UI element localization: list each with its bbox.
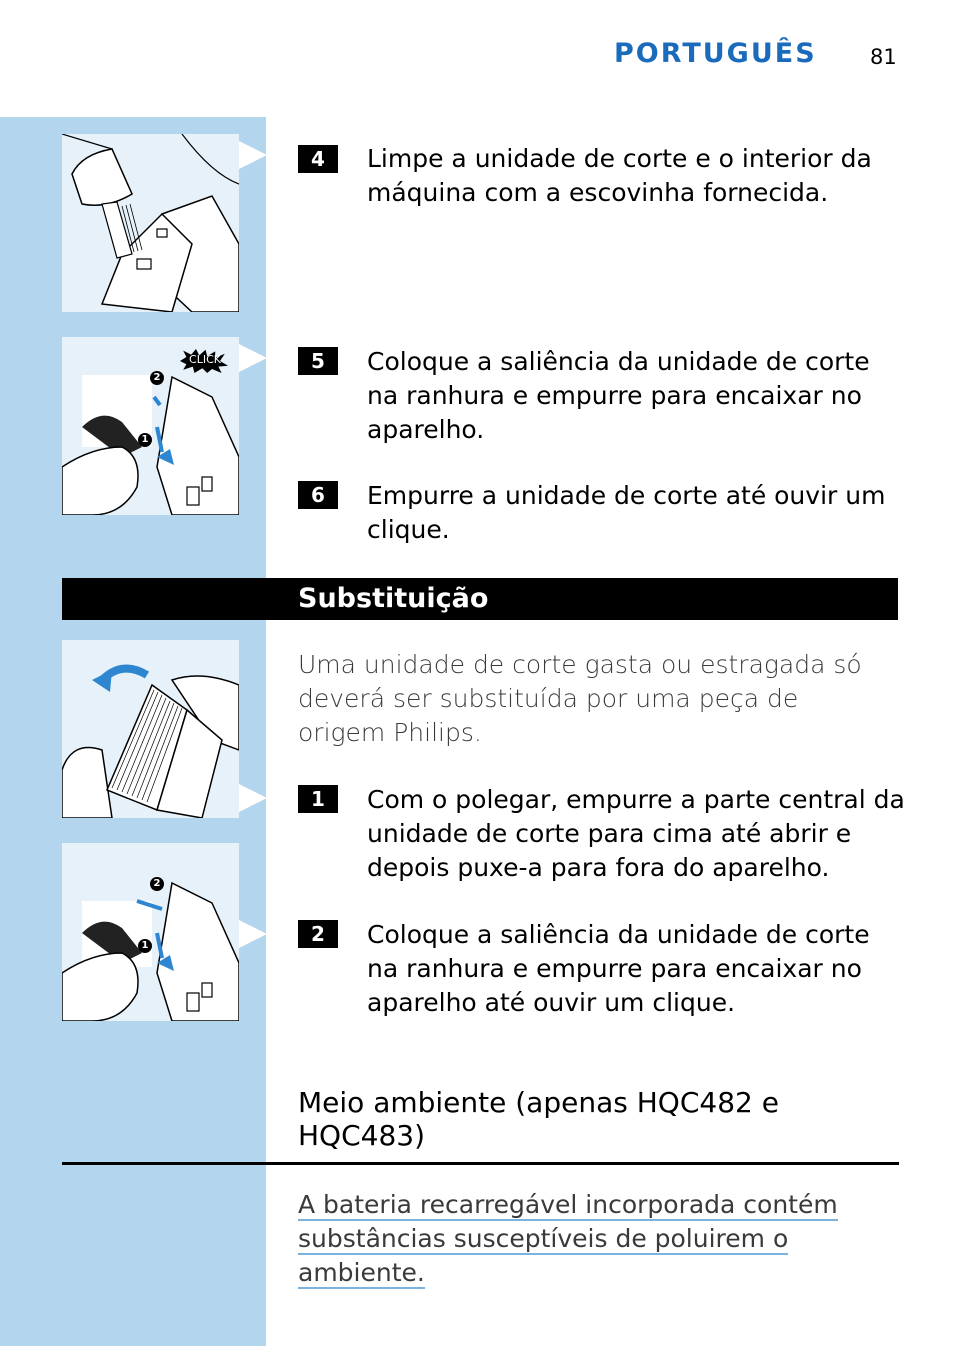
pointer-figure-2 xyxy=(239,344,267,372)
step-text-1: Com o polegar, empurre a parte central da unidade de corte para cima até abrir e depois puxe-a para fora do aparelho. xyxy=(367,785,905,882)
step-badge-6: 6 xyxy=(298,481,338,509)
marker-1: 1 xyxy=(138,433,152,447)
marker-1: 1 xyxy=(138,939,152,953)
step-badge-5: 5 xyxy=(298,347,338,375)
section-title: Substituição xyxy=(298,583,489,614)
marker-2: 2 xyxy=(150,877,164,891)
figure-remove-cutter xyxy=(62,640,239,818)
pointer-figure-4 xyxy=(239,920,267,948)
brush-cleaning-illustration xyxy=(62,134,239,312)
language-header: PORTUGUÊS xyxy=(614,38,817,69)
step-badge-2: 2 xyxy=(298,920,338,948)
environment-text xyxy=(298,1188,898,1290)
page-number: 81 xyxy=(870,45,897,69)
click-label: CLICK xyxy=(189,353,221,366)
step-badge-1: 1 xyxy=(298,785,338,813)
step-text-4: Limpe a unidade de corte e o interior da máquina com a escovinha fornecida. xyxy=(367,144,872,207)
step-text-2: Coloque a saliência da unidade de corte na ranhura e empurre para encaixar no aparelho até ouvir um clique. xyxy=(367,920,870,1017)
environment-heading: Meio ambiente (apenas HQC482 e HQC483) xyxy=(298,1086,779,1152)
figure-insert-click xyxy=(62,337,239,515)
environment-rule xyxy=(62,1162,899,1165)
cutter-insert-illustration xyxy=(62,843,239,1021)
figure-brush-cleaning xyxy=(62,134,239,312)
step-text-6: Empurre a unidade de corte até ouvir um clique. xyxy=(367,481,886,544)
section-intro: Uma unidade de corte gasta ou estragada só deverá ser substituída por uma peça de origem Philips. xyxy=(298,650,862,747)
pointer-figure-1 xyxy=(239,141,267,169)
environment-text-content: A bateria recarregável incorporada contém substâncias susceptíveis de poluirem o ambiente. xyxy=(298,1190,838,1287)
cutter-remove-illustration xyxy=(62,640,239,818)
marker-2: 2 xyxy=(150,371,164,385)
figure-insert-cutter xyxy=(62,843,239,1021)
step-text-5: Coloque a saliência da unidade de corte na ranhura e empurre para encaixar no aparelho. xyxy=(367,347,870,444)
step-badge-4: 4 xyxy=(298,145,338,173)
pointer-figure-3 xyxy=(239,784,267,812)
